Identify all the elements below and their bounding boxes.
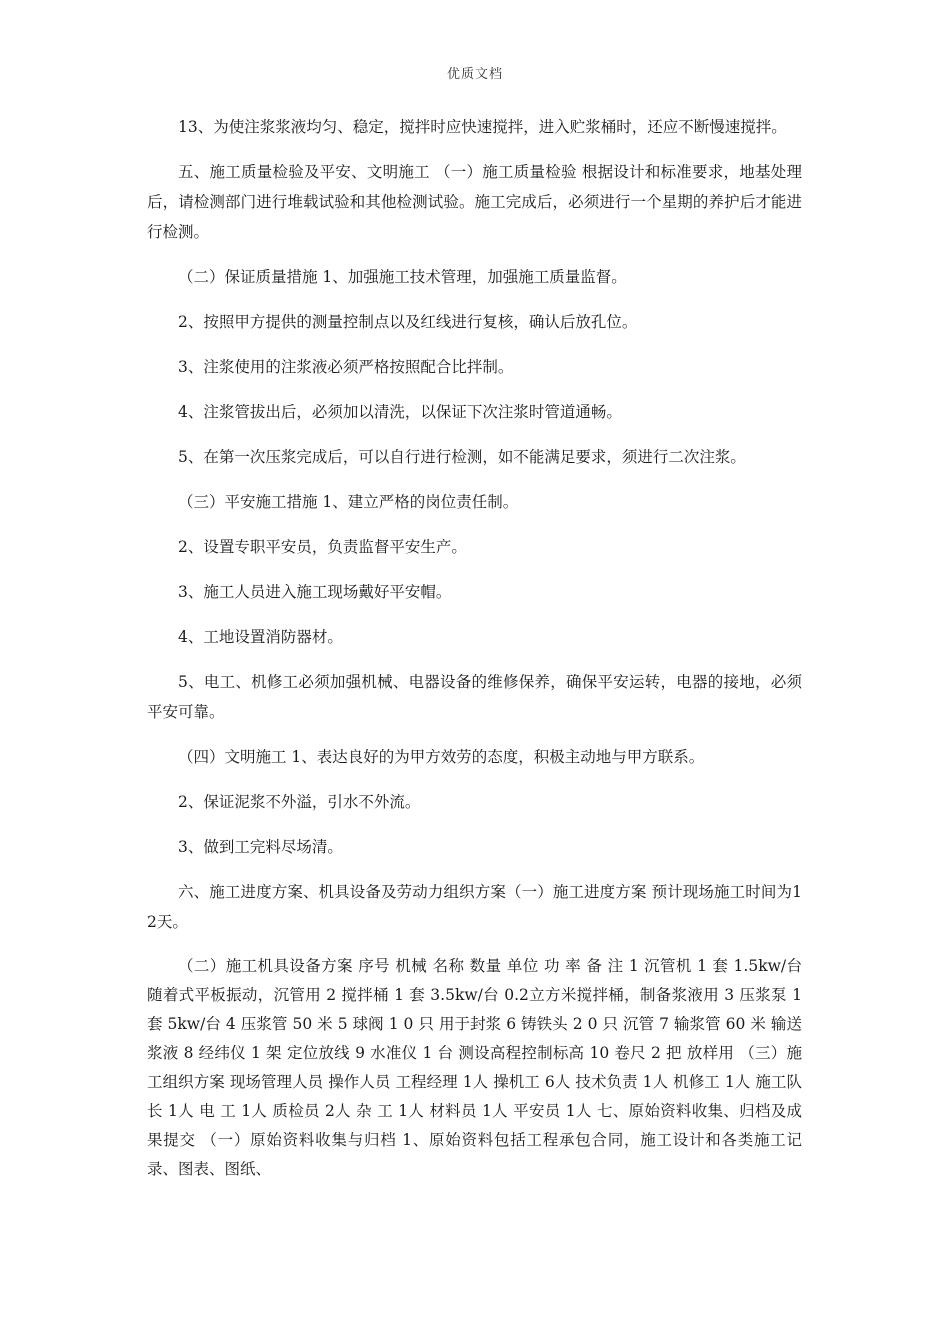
paragraph-quality-measures-3: 3、注浆使用的注浆液必须严格按照配合比拌制。	[178, 358, 514, 376]
page-header: 优质文档	[446, 67, 503, 82]
paragraph-quality-measures-2: 2、按照甲方提供的测量控制点以及红线进行复核，确认后放孔位。	[178, 313, 638, 331]
paragraph-safety-measures-2: 2、设置专职平安员，负责监督平安生产。	[178, 538, 467, 556]
paragraph-quality-inspection: 五、施工质量检验及平安、文明施工 （一）施工质量检验 根据设计和标准要求，地基处理后，请检测部门进行堆载试验和其他检测试验。施工完成后，必须进行一个星期的养护后才能进行检测。	[147, 163, 802, 241]
paragraph-quality-measures-4: 4、注浆管拔出后，必须加以清洗，以保证下次注浆时管道通畅。	[178, 403, 622, 421]
paragraph-quality-measures-1: （二）保证质量措施 1、加强施工技术管理，加强施工质量监督。	[178, 268, 627, 286]
paragraph-equipment-plan: （二）施工机具设备方案 序号 机械 名称 数量 单位 功 率 备 注 1 沉管机 1 套 1.5kw/台 随着式平板振动，沉管用 2 搅拌桶 1 套 3.5kw/台 0.2立方米搅拌桶，制备浆液用 3 压浆泵 1 套 5kw/台 4 压浆管 50 米 5 球阀 1 0 只 用于封浆 6 铸铁头 2 0 只 沉管 7 输浆管 60 米 输送浆液 8 经纬仪 1 架 定位放线 9 水准仪 1 台 测设高程控制标高 10 卷尺 2 把 放样用 （三）施工组织方案 现场管理人员 操作人员 工程经理 1人 操机工 6人 技术负责 1人 机修工 1人 施工队长 1人 电 工 1人 质检员 2人 杂 工 1人 材料员 1人 平安员 1人 七、原始资料收集、归档及成果提交 （一）原始资料收集与归档 1、原始资料包括工程承包合同，施工设计和各类施工记录、图表、图纸、	[147, 957, 802, 1178]
document-body	[147, 112, 802, 1199]
paragraph-quality-measures-5: 5、在第一次压浆完成后，可以自行进行检测，如不能满足要求，须进行二次注浆。	[178, 448, 746, 466]
paragraph-safety-measures-4: 4、工地设置消防器材。	[178, 628, 343, 646]
paragraph-civilized-2: 2、保证泥浆不外溢，引水不外流。	[178, 793, 421, 811]
paragraph-safety-measures-1: （三）平安施工措施 1、建立严格的岗位责任制。	[178, 493, 519, 511]
paragraph-civilized-1: （四）文明施工 1、表达良好的为甲方效劳的态度，积极主动地与甲方联系。	[178, 748, 705, 766]
paragraph-safety-measures-3: 3、施工人员进入施工现场戴好平安帽。	[178, 583, 452, 601]
paragraph-safety-measures-5: 5、电工、机修工必须加强机械、电器设备的维修保养，确保平安运转，电器的接地，必须平安可靠。	[147, 673, 802, 721]
paragraph-schedule-plan: 六、施工进度方案、机具设备及劳动力组织方案（一）施工进度方案 预计现场施工时间为12天。	[147, 883, 802, 931]
paragraph-13-grouting: 13、为使注浆浆液均匀、稳定，搅拌时应快速搅拌，进入贮浆桶时，还应不断慢速搅拌。	[178, 118, 787, 136]
paragraph-civilized-3: 3、做到工完料尽场清。	[178, 838, 343, 856]
